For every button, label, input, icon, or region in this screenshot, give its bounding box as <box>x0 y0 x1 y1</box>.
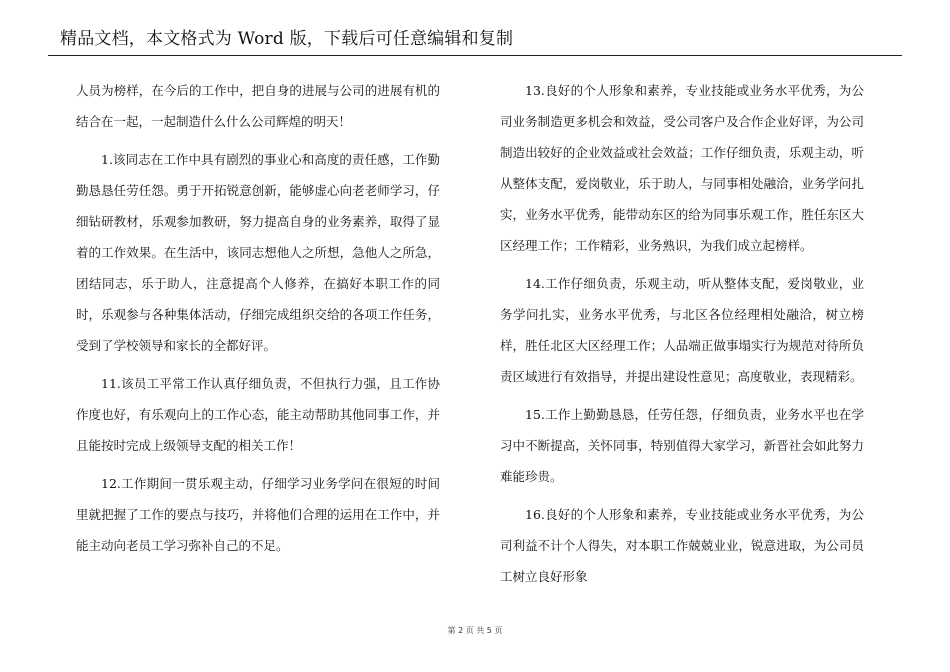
paragraph-right-2: 14.工作仔细负责，乐观主动，听从整体支配，爱岗敬业，业务学问扎实，业务水平优秀，与北区各位经理相处融洽，树立榜样，胜任北区大区经理工作；人品端正做事塌实行为规范对待所负责区域进行有效指导，并提出建设性意见；高度敬业，表现精彩。 <box>500 276 864 384</box>
paragraph-left-2: 1.该同志在工作中具有剧烈的事业心和高度的责任感，工作勤勤恳恳任劳任怨。勇于开拓锐意创新，能够虚心向老老师学习，仔细钻研教材，乐观参加教研，努力提高自身的业务素养，取得了显着的工作效果。在生活中，该同志想他人之所想，急他人之所急，团结同志，乐于助人，注意提高个人修养，在搞好本职工作的同时，乐观参与各种集体活动，仔细完成组织交给的各项工作任务，受到了学校领导和家长的全都好评。 <box>76 152 440 353</box>
paragraph-right-3: 15.工作上勤勤恳恳，任劳任怨，仔细负责，业务水平也在学习中不断提高，关怀同事，特别值得大家学习，新晋社会如此努力难能珍贵。 <box>500 407 864 484</box>
paragraph-left-4: 12.工作期间一贯乐观主动，仔细学习业务学问在很短的时间里就把握了工作的要点与技巧，并将他们合理的运用在工作中，并能主动向老员工学习弥补自己的不足。 <box>76 476 440 553</box>
paragraph-right-1: 13.良好的个人形象和素养，专业技能或业务水平优秀，为公司业务制造更多机会和效益，受公司客户及合作企业好评，为公司制造出较好的企业效益或社会效益；工作仔细负责，乐观主动，听从整体支配，爱岗敬业，乐于助人，与同事相处融洽，业务学问扎实，业务水平优秀，能带动东区的给为同事乐观工作，胜任东区大区经理工作；工作精彩，业务熟识，为我们成立起榜样。 <box>500 83 864 253</box>
paragraph-right-4: 16.良好的个人形象和素养，专业技能或业务水平优秀，为公司利益不计个人得失，对本职工作兢兢业业，锐意进取，为公司员工树立良好形象 <box>500 507 864 584</box>
page-number: 第 2 页 共 5 页 <box>447 626 503 635</box>
header-divider <box>48 55 902 56</box>
paragraph-left-3: 11.该员工平常工作认真仔细负责，不但执行力强，且工作协作度也好，有乐观向上的工作心态，能主动帮助其他同事工作，并且能按时完成上级领导支配的相关工作！ <box>76 376 440 453</box>
left-column <box>76 75 440 568</box>
document-header: 精品文档，本文格式为 Word 版，下载后可任意编辑和复制 <box>60 29 514 49</box>
paragraph-left-1: 人员为榜样，在今后的工作中，把自身的进展与公司的进展有机的结合在一起，一起制造什么什么公司辉煌的明天！ <box>76 83 440 129</box>
right-column <box>500 75 864 599</box>
